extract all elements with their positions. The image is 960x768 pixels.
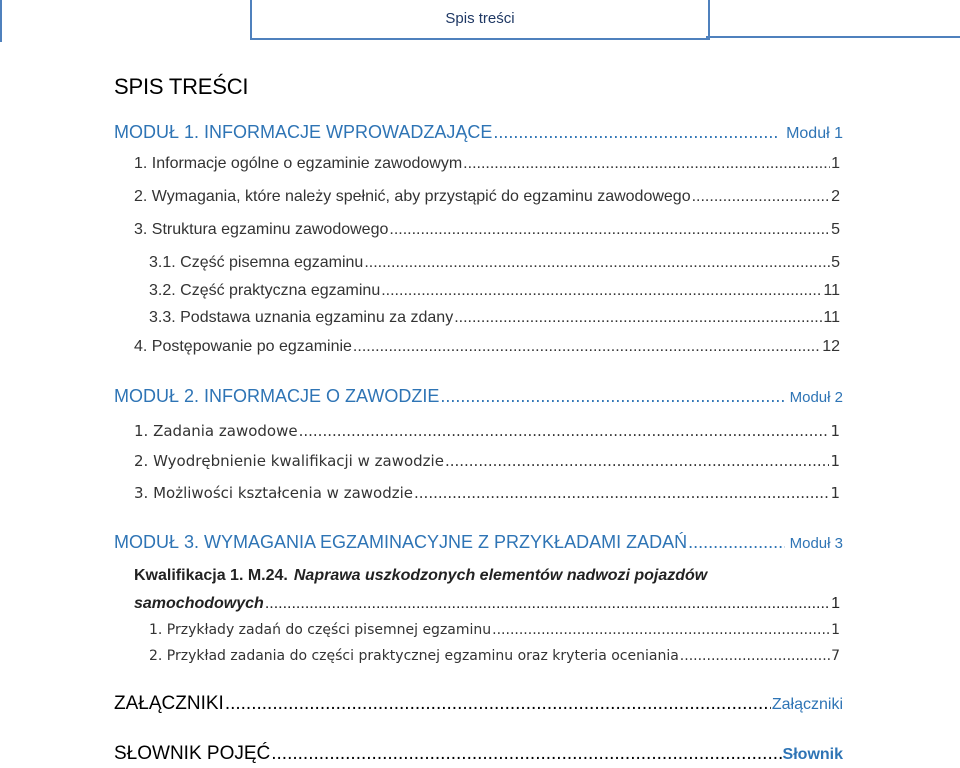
page-border	[0, 0, 2, 42]
toc-entry-page: 2	[831, 188, 840, 205]
dot-leader	[271, 743, 781, 765]
toc-entry[interactable]	[134, 338, 840, 356]
toc-qualification-line1[interactable]	[134, 567, 840, 585]
toc-module-2[interactable]	[114, 386, 843, 407]
dot-leader	[692, 188, 831, 206]
toc-module-1[interactable]	[114, 122, 843, 143]
toc-entry-text: 3. Możliwości kształcenia w zawodzie	[134, 484, 414, 502]
toc-attachments[interactable]	[114, 693, 843, 715]
toc-entry-text: 3.1. Część pisemna egzaminu	[149, 254, 364, 271]
toc-entry[interactable]	[134, 484, 840, 502]
dot-leader	[364, 254, 830, 272]
toc-entry[interactable]	[134, 155, 840, 173]
toc-entry-page: 11	[823, 309, 840, 326]
dot-leader	[463, 155, 830, 173]
dot-leader	[493, 122, 779, 143]
toc-entry-page: Moduł 1	[786, 125, 843, 142]
toc-entry[interactable]	[134, 422, 840, 440]
toc-module-3[interactable]	[114, 532, 843, 553]
toc-entry-text: 1. Zadania zawodowe	[134, 422, 298, 440]
dot-leader	[680, 648, 830, 664]
qualification-title-cont: samochodowych	[134, 595, 264, 612]
toc-entry[interactable]	[149, 309, 840, 327]
page-header	[250, 0, 710, 40]
toc-entry-page: 5	[831, 221, 840, 238]
toc-qualification-line2[interactable]	[134, 595, 840, 613]
toc-title: SPIS TREŚCI	[114, 74, 249, 99]
toc-entry-page: 7	[831, 648, 840, 664]
toc-entry-text: 4. Postępowanie po egzaminie	[134, 338, 352, 355]
dot-leader	[353, 338, 821, 356]
toc-entry-page: 12	[822, 338, 840, 355]
toc-entry-text: 1. Przykłady zadań do części pisemnej egzaminu	[149, 622, 492, 638]
toc-entry-text: ZAŁĄCZNIKI	[114, 693, 224, 714]
toc-entry[interactable]	[149, 254, 840, 272]
toc-entry[interactable]	[149, 622, 840, 638]
toc-entry-page: 11	[823, 282, 840, 299]
header-title: Spis treści	[445, 10, 515, 27]
dot-leader	[454, 309, 822, 327]
dot-leader	[381, 282, 822, 300]
toc-entry-text: MODUŁ 2. INFORMACJE O ZAWODZIE	[114, 386, 440, 406]
dot-leader	[445, 452, 830, 470]
dot-leader	[299, 422, 830, 440]
dot-leader	[389, 221, 830, 239]
toc-entry-page: 1	[831, 155, 840, 172]
toc-entry-text: SŁOWNIK POJĘĆ	[114, 743, 271, 764]
toc-entry-page: 1	[831, 622, 840, 638]
toc-entry-page: Moduł 3	[789, 535, 843, 552]
toc-entry-page: 1	[830, 484, 840, 502]
toc-entry-page: 1	[830, 452, 840, 470]
dot-leader	[265, 595, 830, 613]
toc-entry-text: 3.3. Podstawa uznania egzaminu za zdany	[149, 309, 454, 326]
dot-leader	[440, 386, 784, 407]
toc-entry-page: Słownik	[782, 746, 843, 763]
header-rule	[706, 36, 960, 38]
toc-entry-text: 1. Informacje ogólne o egzaminie zawodowym	[134, 155, 463, 172]
toc-entry-text: 2. Przykład zadania do części praktycznej egzaminu oraz kryteria oceniania	[149, 648, 679, 664]
dot-leader	[492, 622, 830, 638]
toc-entry-page: 1	[831, 595, 840, 612]
dot-leader	[414, 484, 829, 502]
dot-leader	[688, 532, 785, 553]
dot-leader	[225, 693, 771, 715]
toc-entry-page: 1	[830, 422, 840, 440]
toc-entry-text: 3.2. Część praktyczna egzaminu	[149, 282, 381, 299]
toc-entry-page: 5	[831, 254, 840, 271]
qualification-title: Naprawa uszkodzonych elementów nadwozi pojazdów	[293, 567, 708, 584]
toc-entry[interactable]	[149, 282, 840, 300]
toc-entry-page: Moduł 2	[789, 389, 843, 406]
qualification-prefix: Kwalifikacja 1. M.24.	[134, 567, 288, 584]
toc-entry-text: MODUŁ 3. WYMAGANIA EGZAMINACYJNE Z PRZYKŁADAMI ZADAŃ	[114, 532, 688, 552]
toc-glossary[interactable]	[114, 743, 843, 765]
toc-entry[interactable]	[134, 452, 840, 470]
toc-entry-text: 3. Struktura egzaminu zawodowego	[134, 221, 389, 238]
toc-entry[interactable]	[134, 221, 840, 239]
toc-entry[interactable]	[149, 648, 840, 664]
toc-entry-text: 2. Wyodrębnienie kwalifikacji w zawodzie	[134, 452, 444, 470]
toc-entry-page: Załączniki	[771, 696, 843, 713]
toc-entry-text: MODUŁ 1. INFORMACJE WPROWADZAJĄCE	[114, 122, 493, 142]
toc-entry-text: 2. Wymagania, które należy spełnić, aby przystąpić do egzaminu zawodowego	[134, 188, 691, 205]
toc-entry[interactable]	[134, 188, 840, 206]
